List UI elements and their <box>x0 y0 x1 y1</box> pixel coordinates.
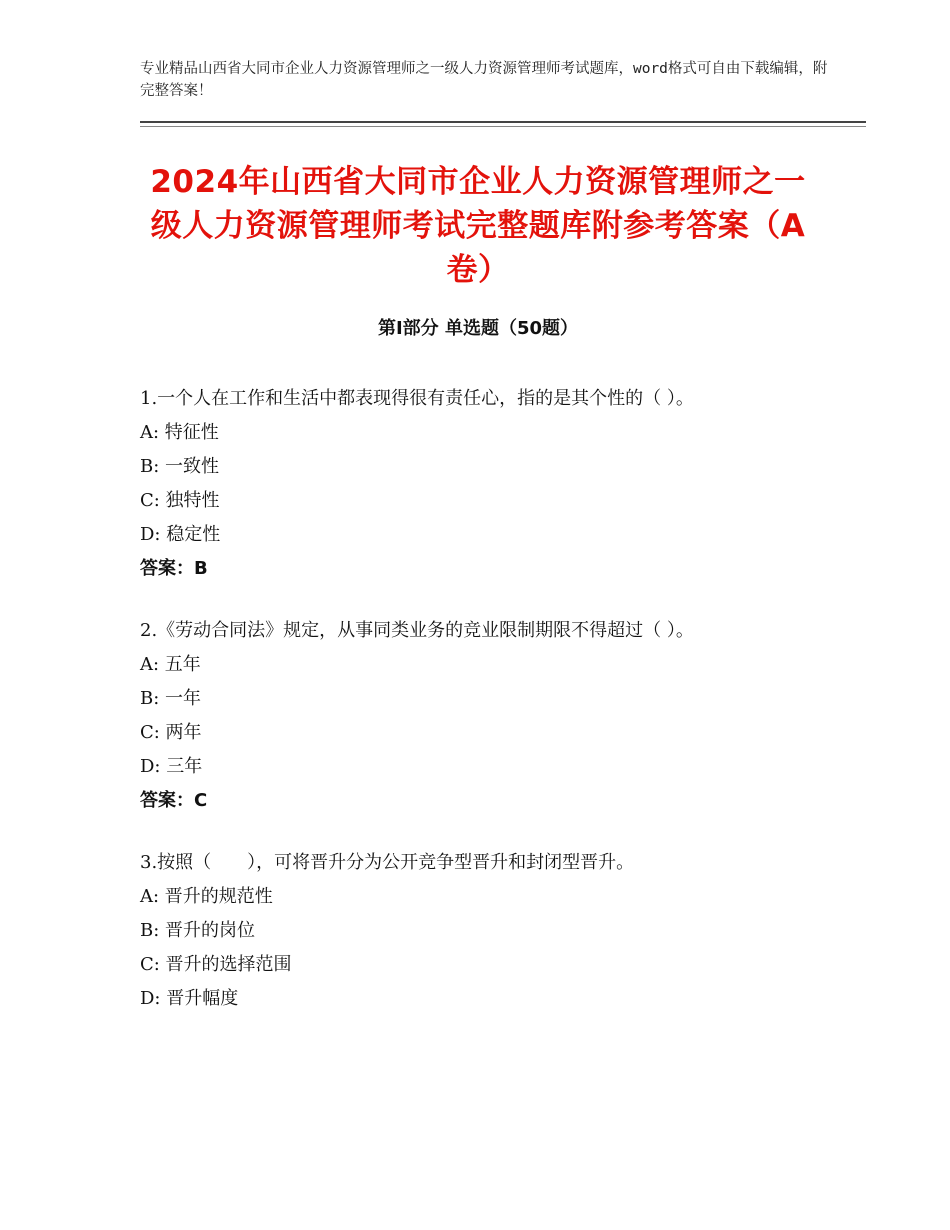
option-a: A: 晋升的规范性 <box>140 886 273 907</box>
option-b: B: 晋升的岗位 <box>140 920 256 941</box>
document-title: 2024年山西省大同市企业人力资源管理师之一级人力资源管理师考试完整题库附参考答案（A卷） <box>150 164 806 288</box>
option-c: C: 晋升的选择范围 <box>140 954 292 975</box>
answer-line: 答案：C <box>140 790 208 811</box>
option-a: A: 五年 <box>140 654 201 675</box>
option-d: D: 稳定性 <box>140 524 221 545</box>
question-stem: 1.一个人在工作和生活中都表现得很有责任心，指的是其个性的（ ）。 <box>140 388 694 409</box>
header-rule-thick <box>140 121 866 123</box>
option-d: D: 晋升幅度 <box>140 988 239 1009</box>
question-3 <box>140 846 830 1016</box>
question-stem: 2.《劳动合同法》规定，从事同类业务的竞业限制期限不得超过（ ）。 <box>140 620 694 641</box>
option-c: C: 独特性 <box>140 490 220 511</box>
answer-line: 答案：B <box>140 558 208 579</box>
option-d: D: 三年 <box>140 756 203 777</box>
option-c: C: 两年 <box>140 722 202 743</box>
option-b: B: 一致性 <box>140 456 220 477</box>
question-list <box>140 382 830 1044</box>
header-rule-thin <box>140 126 866 127</box>
option-a: A: 特征性 <box>140 422 219 443</box>
header-note: 专业精品山西省大同市企业人力资源管理师之一级人力资源管理师考试题库，word格式可自由下载编辑，附完整答案！ <box>140 61 828 99</box>
question-1 <box>140 382 830 586</box>
option-b: B: 一年 <box>140 688 202 709</box>
question-stem: 3.按照（ ），可将晋升分为公开竞争型晋升和封闭型晋升。 <box>140 852 635 873</box>
question-2 <box>140 614 830 818</box>
section-heading: 第Ⅰ部分 单选题（50题） <box>377 318 578 339</box>
